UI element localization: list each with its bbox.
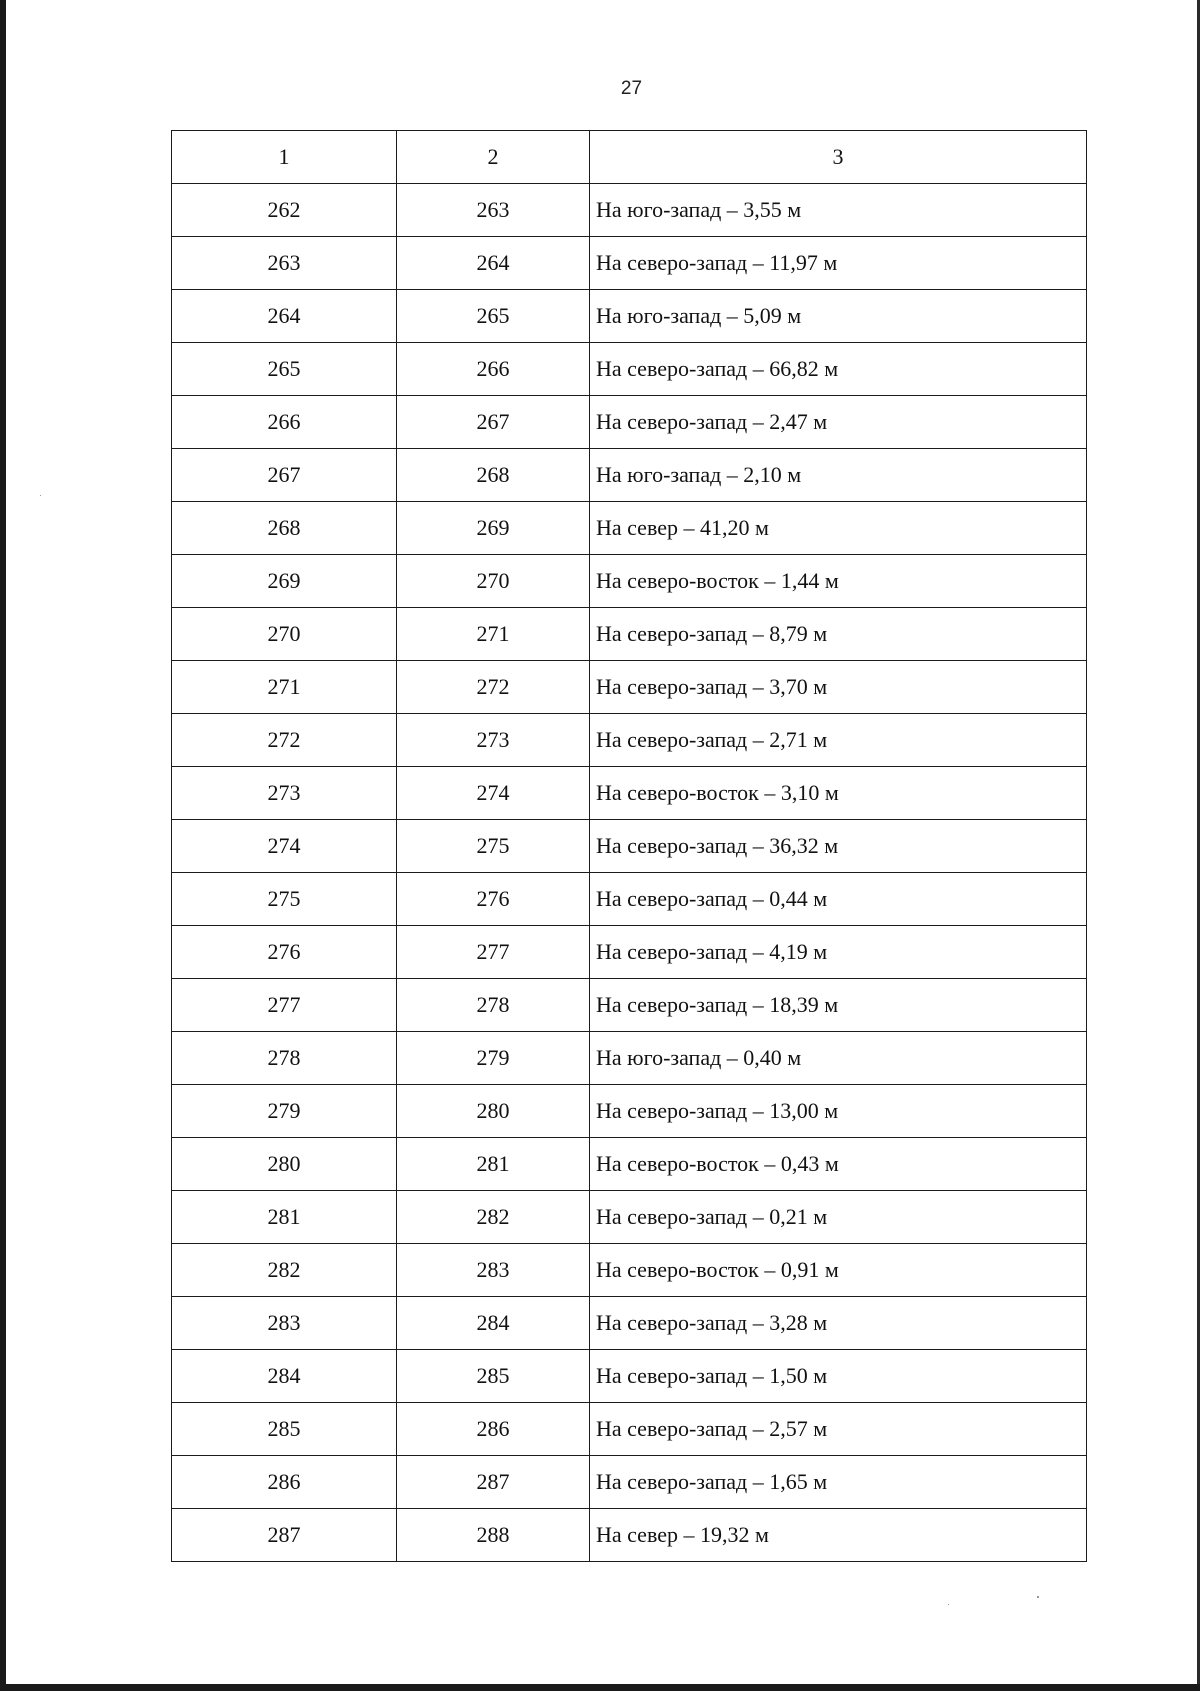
table-header-row (172, 131, 1087, 184)
table-row (172, 343, 1087, 396)
table-row (172, 1456, 1087, 1509)
table-row (172, 1032, 1087, 1085)
start-point-cell: 283 (172, 1297, 397, 1350)
table-row (172, 449, 1087, 502)
direction-distance-cell: На северо-восток – 0,43 м (590, 1138, 1087, 1191)
table-row (172, 1350, 1087, 1403)
table-row (172, 502, 1087, 555)
direction-distance-cell: На северо-запад – 18,39 м (590, 979, 1087, 1032)
page-number: 27 (620, 78, 643, 99)
start-point-cell: 287 (172, 1509, 397, 1562)
table-row (172, 820, 1087, 873)
direction-distance-cell: На северо-запад – 8,79 м (590, 608, 1087, 661)
table-row (172, 714, 1087, 767)
start-point-cell: 267 (172, 449, 397, 502)
end-point-cell: 288 (397, 1509, 590, 1562)
end-point-cell: 285 (397, 1350, 590, 1403)
scan-border-bottom (0, 1684, 1200, 1691)
header-cell-column-3: 3 (590, 131, 1087, 184)
table-row (172, 1138, 1087, 1191)
direction-distance-cell: На северо-восток – 0,91 м (590, 1244, 1087, 1297)
start-point-cell: 280 (172, 1138, 397, 1191)
start-point-cell: 284 (172, 1350, 397, 1403)
start-point-cell: 276 (172, 926, 397, 979)
table-row (172, 1297, 1087, 1350)
table-row (172, 661, 1087, 714)
start-point-cell: 274 (172, 820, 397, 873)
direction-distance-cell: На север – 19,32 м (590, 1509, 1087, 1562)
start-point-cell: 262 (172, 184, 397, 237)
start-point-cell: 279 (172, 1085, 397, 1138)
direction-distance-cell: На северо-запад – 3,70 м (590, 661, 1087, 714)
table-row (172, 873, 1087, 926)
end-point-cell: 276 (397, 873, 590, 926)
start-point-cell: 278 (172, 1032, 397, 1085)
direction-distance-cell: На северо-запад – 1,65 м (590, 1456, 1087, 1509)
table-row (172, 1509, 1087, 1562)
start-point-cell: 268 (172, 502, 397, 555)
scan-border-left (0, 0, 6, 1691)
start-point-cell: 269 (172, 555, 397, 608)
end-point-cell: 272 (397, 661, 590, 714)
end-point-cell: 273 (397, 714, 590, 767)
end-point-cell: 283 (397, 1244, 590, 1297)
end-point-cell: 263 (397, 184, 590, 237)
start-point-cell: 273 (172, 767, 397, 820)
end-point-cell: 266 (397, 343, 590, 396)
start-point-cell: 281 (172, 1191, 397, 1244)
end-point-cell: 267 (397, 396, 590, 449)
start-point-cell: 266 (172, 396, 397, 449)
end-point-cell: 286 (397, 1403, 590, 1456)
end-point-cell: 268 (397, 449, 590, 502)
table-row (172, 184, 1087, 237)
direction-distance-cell: На северо-запад – 2,71 м (590, 714, 1087, 767)
start-point-cell: 272 (172, 714, 397, 767)
direction-distance-cell: На юго-запад – 2,10 м (590, 449, 1087, 502)
table-row (172, 237, 1087, 290)
end-point-cell: 278 (397, 979, 590, 1032)
direction-distance-cell: На северо-запад – 0,21 м (590, 1191, 1087, 1244)
end-point-cell: 279 (397, 1032, 590, 1085)
direction-distance-cell: На северо-восток – 3,10 м (590, 767, 1087, 820)
direction-distance-cell: На северо-запад – 2,47 м (590, 396, 1087, 449)
table-row (172, 767, 1087, 820)
end-point-cell: 269 (397, 502, 590, 555)
end-point-cell: 265 (397, 290, 590, 343)
end-point-cell: 275 (397, 820, 590, 873)
direction-distance-cell: На северо-запад – 13,00 м (590, 1085, 1087, 1138)
end-point-cell: 284 (397, 1297, 590, 1350)
direction-distance-cell: На северо-запад – 4,19 м (590, 926, 1087, 979)
scan-speck (40, 495, 41, 496)
table-row (172, 926, 1087, 979)
direction-distance-cell: На северо-запад – 11,97 м (590, 237, 1087, 290)
header-cell-column-2: 2 (397, 131, 590, 184)
end-point-cell: 282 (397, 1191, 590, 1244)
scan-speck (1037, 1596, 1039, 1598)
table-row (172, 608, 1087, 661)
table-row (172, 979, 1087, 1032)
table-row (172, 1191, 1087, 1244)
header-cell-column-1: 1 (172, 131, 397, 184)
start-point-cell: 275 (172, 873, 397, 926)
start-point-cell: 277 (172, 979, 397, 1032)
boundary-segments-table (171, 130, 1087, 1562)
end-point-cell: 270 (397, 555, 590, 608)
start-point-cell: 282 (172, 1244, 397, 1297)
direction-distance-cell: На северо-запад – 2,57 м (590, 1403, 1087, 1456)
table-row (172, 555, 1087, 608)
direction-distance-cell: На юго-запад – 0,40 м (590, 1032, 1087, 1085)
start-point-cell: 270 (172, 608, 397, 661)
direction-distance-cell: На юго-запад – 5,09 м (590, 290, 1087, 343)
table-row (172, 290, 1087, 343)
start-point-cell: 263 (172, 237, 397, 290)
table-row (172, 396, 1087, 449)
end-point-cell: 264 (397, 237, 590, 290)
table-row (172, 1085, 1087, 1138)
start-point-cell: 271 (172, 661, 397, 714)
end-point-cell: 277 (397, 926, 590, 979)
start-point-cell: 285 (172, 1403, 397, 1456)
direction-distance-cell: На северо-запад – 66,82 м (590, 343, 1087, 396)
direction-distance-cell: На северо-запад – 0,44 м (590, 873, 1087, 926)
table-row (172, 1403, 1087, 1456)
end-point-cell: 274 (397, 767, 590, 820)
start-point-cell: 264 (172, 290, 397, 343)
end-point-cell: 287 (397, 1456, 590, 1509)
direction-distance-cell: На север – 41,20 м (590, 502, 1087, 555)
table-body (172, 131, 1087, 1562)
direction-distance-cell: На северо-запад – 1,50 м (590, 1350, 1087, 1403)
end-point-cell: 280 (397, 1085, 590, 1138)
end-point-cell: 271 (397, 608, 590, 661)
table-row (172, 1244, 1087, 1297)
direction-distance-cell: На северо-запад – 3,28 м (590, 1297, 1087, 1350)
end-point-cell: 281 (397, 1138, 590, 1191)
start-point-cell: 286 (172, 1456, 397, 1509)
scan-speck (948, 1604, 949, 1605)
direction-distance-cell: На северо-запад – 36,32 м (590, 820, 1087, 873)
direction-distance-cell: На северо-восток – 1,44 м (590, 555, 1087, 608)
start-point-cell: 265 (172, 343, 397, 396)
direction-distance-cell: На юго-запад – 3,55 м (590, 184, 1087, 237)
